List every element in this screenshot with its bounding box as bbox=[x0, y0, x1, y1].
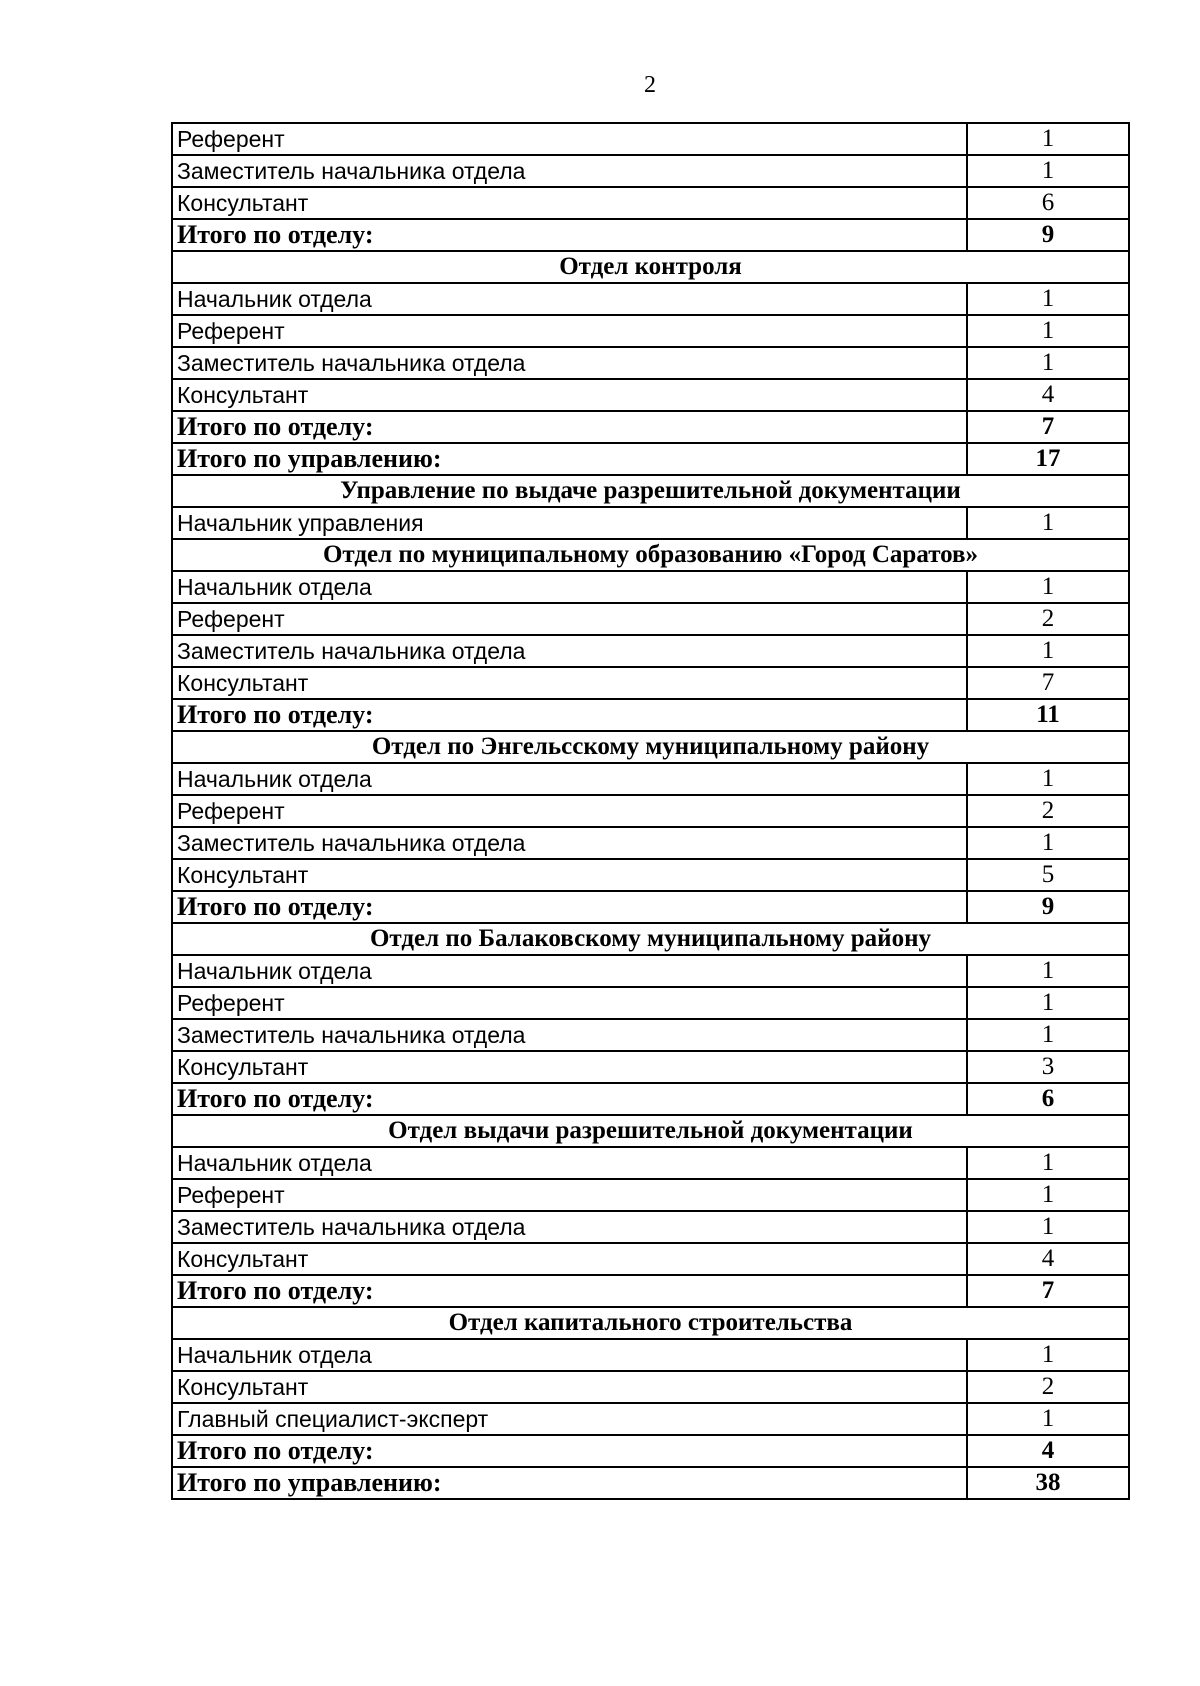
total-count: 9 bbox=[967, 891, 1129, 923]
position-row bbox=[172, 859, 1129, 891]
position-count: 1 bbox=[967, 123, 1129, 155]
position-name: Начальник управления bbox=[172, 507, 967, 539]
page-number: 2 bbox=[644, 72, 656, 98]
position-name: Заместитель начальника отдела bbox=[172, 1019, 967, 1051]
position-row bbox=[172, 795, 1129, 827]
total-label: Итого по отделу: bbox=[172, 1275, 967, 1307]
section-heading-row bbox=[172, 539, 1129, 571]
position-name: Заместитель начальника отдела bbox=[172, 155, 967, 187]
total-label: Итого по отделу: bbox=[172, 699, 967, 731]
position-row bbox=[172, 987, 1129, 1019]
total-count: 11 bbox=[967, 699, 1129, 731]
total-row bbox=[172, 219, 1129, 251]
position-count: 6 bbox=[967, 187, 1129, 219]
total-count: 17 bbox=[967, 443, 1129, 475]
position-count: 1 bbox=[967, 571, 1129, 603]
position-name: Референт bbox=[172, 987, 967, 1019]
position-count: 1 bbox=[967, 1403, 1129, 1435]
position-count: 3 bbox=[967, 1051, 1129, 1083]
total-count: 4 bbox=[967, 1435, 1129, 1467]
position-row bbox=[172, 1339, 1129, 1371]
position-count: 4 bbox=[967, 1243, 1129, 1275]
position-count: 1 bbox=[967, 1339, 1129, 1371]
position-name: Заместитель начальника отдела bbox=[172, 827, 967, 859]
position-row bbox=[172, 1051, 1129, 1083]
position-row bbox=[172, 1371, 1129, 1403]
position-count: 2 bbox=[967, 795, 1129, 827]
staffing-table bbox=[171, 122, 1130, 1500]
total-count: 9 bbox=[967, 219, 1129, 251]
position-row bbox=[172, 1019, 1129, 1051]
position-count: 1 bbox=[967, 1179, 1129, 1211]
position-name: Начальник отдела bbox=[172, 1147, 967, 1179]
position-name: Заместитель начальника отдела bbox=[172, 635, 967, 667]
position-row bbox=[172, 155, 1129, 187]
position-count: 1 bbox=[967, 347, 1129, 379]
total-row bbox=[172, 1467, 1129, 1499]
total-label: Итого по отделу: bbox=[172, 219, 967, 251]
position-name: Главный специалист-эксперт bbox=[172, 1403, 967, 1435]
position-row bbox=[172, 1243, 1129, 1275]
total-label: Итого по управлению: bbox=[172, 1467, 967, 1499]
position-count: 4 bbox=[967, 379, 1129, 411]
position-name: Консультант bbox=[172, 379, 967, 411]
position-name: Референт bbox=[172, 603, 967, 635]
section-heading: Отдел по Энгельсскому муниципальному району bbox=[172, 731, 1129, 763]
position-count: 1 bbox=[967, 827, 1129, 859]
total-label: Итого по отделу: bbox=[172, 411, 967, 443]
total-label: Итого по отделу: bbox=[172, 891, 967, 923]
total-label: Итого по управлению: bbox=[172, 443, 967, 475]
position-count: 1 bbox=[967, 635, 1129, 667]
position-count: 1 bbox=[967, 955, 1129, 987]
position-count: 1 bbox=[967, 155, 1129, 187]
total-count: 7 bbox=[967, 1275, 1129, 1307]
section-heading: Отдел выдачи разрешительной документации bbox=[172, 1115, 1129, 1147]
total-row bbox=[172, 1435, 1129, 1467]
position-row bbox=[172, 635, 1129, 667]
section-heading: Управление по выдаче разрешительной документации bbox=[172, 475, 1129, 507]
position-row bbox=[172, 123, 1129, 155]
section-heading: Отдел по муниципальному образованию «Город Саратов» bbox=[172, 539, 1129, 571]
position-name: Заместитель начальника отдела bbox=[172, 1211, 967, 1243]
position-count: 1 bbox=[967, 1147, 1129, 1179]
total-label: Итого по отделу: bbox=[172, 1083, 967, 1115]
position-row bbox=[172, 955, 1129, 987]
total-label: Итого по отделу: bbox=[172, 1435, 967, 1467]
position-name: Референт bbox=[172, 123, 967, 155]
position-name: Начальник отдела bbox=[172, 571, 967, 603]
section-heading: Отдел контроля bbox=[172, 251, 1129, 283]
position-count: 1 bbox=[967, 283, 1129, 315]
position-count: 2 bbox=[967, 1371, 1129, 1403]
position-name: Референт bbox=[172, 795, 967, 827]
position-name: Консультант bbox=[172, 1243, 967, 1275]
position-count: 2 bbox=[967, 603, 1129, 635]
position-name: Консультант bbox=[172, 859, 967, 891]
position-row bbox=[172, 507, 1129, 539]
section-heading-row bbox=[172, 1307, 1129, 1339]
position-count: 1 bbox=[967, 987, 1129, 1019]
position-row bbox=[172, 1403, 1129, 1435]
position-row bbox=[172, 763, 1129, 795]
total-count: 7 bbox=[967, 411, 1129, 443]
position-row bbox=[172, 571, 1129, 603]
position-row bbox=[172, 667, 1129, 699]
section-heading: Отдел по Балаковскому муниципальному району bbox=[172, 923, 1129, 955]
position-name: Начальник отдела bbox=[172, 1339, 967, 1371]
position-row bbox=[172, 347, 1129, 379]
position-name: Заместитель начальника отдела bbox=[172, 347, 967, 379]
position-count: 1 bbox=[967, 507, 1129, 539]
position-row bbox=[172, 1211, 1129, 1243]
total-row bbox=[172, 1083, 1129, 1115]
section-heading-row bbox=[172, 923, 1129, 955]
position-count: 1 bbox=[967, 315, 1129, 347]
position-count: 1 bbox=[967, 1211, 1129, 1243]
position-name: Консультант bbox=[172, 1371, 967, 1403]
position-name: Начальник отдела bbox=[172, 955, 967, 987]
position-name: Референт bbox=[172, 1179, 967, 1211]
position-row bbox=[172, 283, 1129, 315]
position-row bbox=[172, 379, 1129, 411]
position-count: 7 bbox=[967, 667, 1129, 699]
section-heading: Отдел капитального строительства bbox=[172, 1307, 1129, 1339]
position-name: Референт bbox=[172, 315, 967, 347]
position-count: 1 bbox=[967, 1019, 1129, 1051]
staffing-table-body bbox=[172, 123, 1129, 1499]
section-heading-row bbox=[172, 251, 1129, 283]
total-row bbox=[172, 891, 1129, 923]
total-row bbox=[172, 1275, 1129, 1307]
total-row bbox=[172, 411, 1129, 443]
position-name: Консультант bbox=[172, 1051, 967, 1083]
total-count: 6 bbox=[967, 1083, 1129, 1115]
section-heading-row bbox=[172, 1115, 1129, 1147]
total-row bbox=[172, 699, 1129, 731]
position-row bbox=[172, 827, 1129, 859]
position-row bbox=[172, 603, 1129, 635]
total-row bbox=[172, 443, 1129, 475]
position-name: Консультант bbox=[172, 667, 967, 699]
total-count: 38 bbox=[967, 1467, 1129, 1499]
position-row bbox=[172, 187, 1129, 219]
position-row bbox=[172, 1147, 1129, 1179]
position-count: 1 bbox=[967, 763, 1129, 795]
position-name: Начальник отдела bbox=[172, 763, 967, 795]
position-count: 5 bbox=[967, 859, 1129, 891]
section-heading-row bbox=[172, 731, 1129, 763]
section-heading-row bbox=[172, 475, 1129, 507]
position-name: Консультант bbox=[172, 187, 967, 219]
position-row bbox=[172, 1179, 1129, 1211]
position-name: Начальник отдела bbox=[172, 283, 967, 315]
position-row bbox=[172, 315, 1129, 347]
